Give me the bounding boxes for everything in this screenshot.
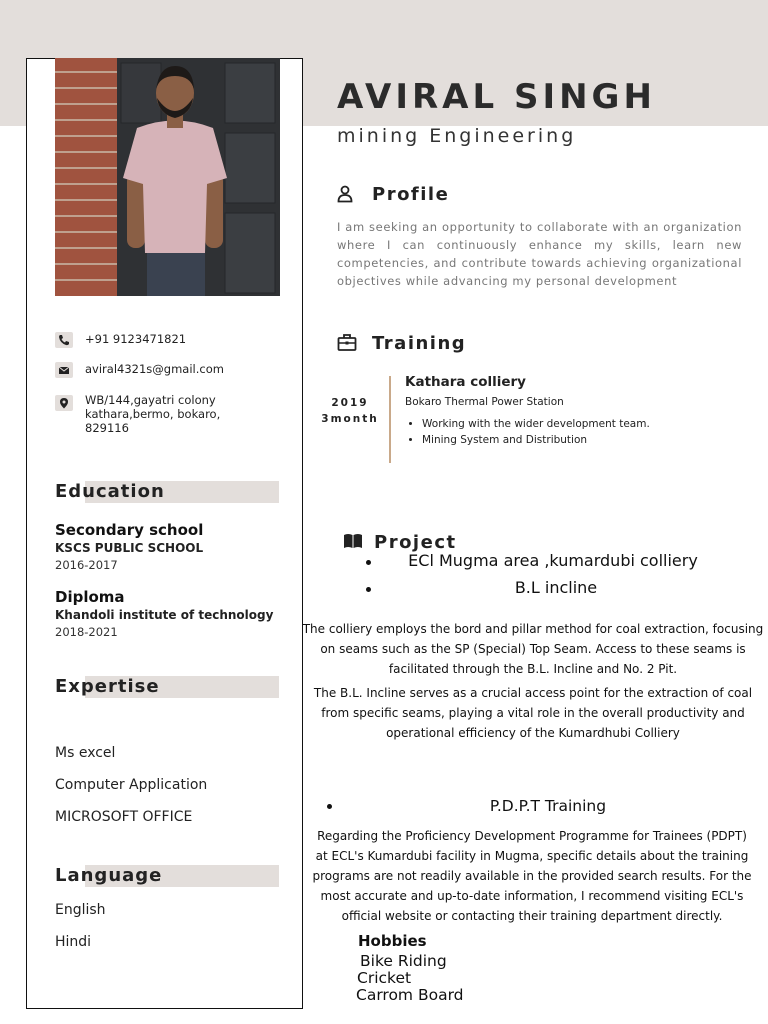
training-duration: 3month bbox=[321, 413, 379, 425]
education-years: 2016-2017 bbox=[55, 558, 118, 572]
training-year: 2019 bbox=[331, 397, 369, 409]
pdpt-title: P.D.P.T Training bbox=[489, 797, 607, 815]
expertise-item: Ms excel bbox=[55, 745, 116, 761]
project-description: The colliery employs the bord and pillar method for coal extraction, focusing on seams such as the SP (Special) Top Seam. Access to these seams is facilitated through the B.L. Incline and No. 2 Pit. bbox=[302, 622, 764, 676]
list-item: • Working with the wider development team. bbox=[422, 416, 650, 432]
project-location: ECl Mugma area ,kumardubi colliery bbox=[408, 551, 698, 570]
profile-summary: I am seeking an opportunity to collaborate with an organization where I can continuously enhance my skills, learn new competencies, and contribute towards achieving organizational objectives while advancing my personal development bbox=[337, 220, 742, 288]
profile-heading: Profile bbox=[372, 184, 450, 205]
address-line-1: WB/144,gayatri colony bbox=[85, 393, 216, 407]
project-heading: Project bbox=[374, 532, 457, 553]
hobby-item: Cricket bbox=[357, 969, 412, 987]
briefcase-icon bbox=[337, 333, 357, 352]
phone-number: +91 9123471821 bbox=[85, 332, 187, 346]
address-line-2: kathara,bermo, bokaro, bbox=[85, 407, 221, 421]
education-school: KSCS PUBLIC SCHOOL bbox=[55, 541, 204, 555]
language-item: Hindi bbox=[55, 934, 92, 950]
language-item: English bbox=[55, 902, 106, 918]
education-degree: Diploma bbox=[55, 588, 125, 606]
language-heading: Language bbox=[55, 865, 163, 886]
email-icon bbox=[55, 362, 73, 378]
pdpt-description: Regarding the Proficiency Development Programme for Trainees (PDPT) at ECL's Kumardubi facility in Mugma, specific details about the training programs are not readily available in the provided search results. For the most accurate and up-to-date information, I recommend visiting ECL's official website or contacting their training department directly. bbox=[312, 829, 752, 923]
training-points bbox=[405, 416, 650, 448]
address-line-3: 829116 bbox=[85, 421, 129, 435]
phone-icon bbox=[55, 332, 73, 348]
hobby-item: Carrom Board bbox=[356, 986, 464, 1004]
email-address: aviral4321s@gmail.com bbox=[85, 362, 224, 376]
book-icon bbox=[343, 533, 363, 549]
education-degree: Secondary school bbox=[55, 521, 204, 539]
training-station: Bokaro Thermal Power Station bbox=[405, 396, 564, 408]
expertise-heading: Expertise bbox=[55, 676, 160, 697]
candidate-role: mining Engineering bbox=[337, 125, 577, 147]
project-description: The B.L. Incline serves as a crucial access point for the extraction of coal from specific seams, playing a vital role in the overall productivity and operational efficiency of the Kumardhubi Colliery bbox=[313, 686, 753, 740]
bullet bbox=[366, 560, 371, 565]
education-school: Khandoli institute of technology bbox=[55, 608, 274, 622]
bullet bbox=[366, 587, 371, 592]
education-years: 2018-2021 bbox=[55, 625, 118, 639]
expertise-item: MICROSOFT OFFICE bbox=[55, 809, 193, 825]
candidate-name: AVIRAL SINGH bbox=[337, 77, 656, 117]
education-heading: Education bbox=[55, 481, 165, 502]
project-item: B.L incline bbox=[514, 578, 598, 597]
training-heading: Training bbox=[372, 333, 467, 354]
expertise-item: Computer Application bbox=[55, 777, 208, 793]
timeline-divider bbox=[389, 376, 391, 463]
training-company: Kathara colliery bbox=[405, 374, 526, 390]
user-icon bbox=[337, 185, 353, 203]
bullet bbox=[327, 804, 332, 809]
list-item: • Mining System and Distribution bbox=[422, 432, 650, 448]
location-pin-icon bbox=[55, 395, 73, 411]
profile-photo bbox=[55, 58, 280, 296]
hobby-item: Bike Riding bbox=[360, 952, 447, 970]
hobbies-heading: Hobbies bbox=[358, 932, 427, 950]
